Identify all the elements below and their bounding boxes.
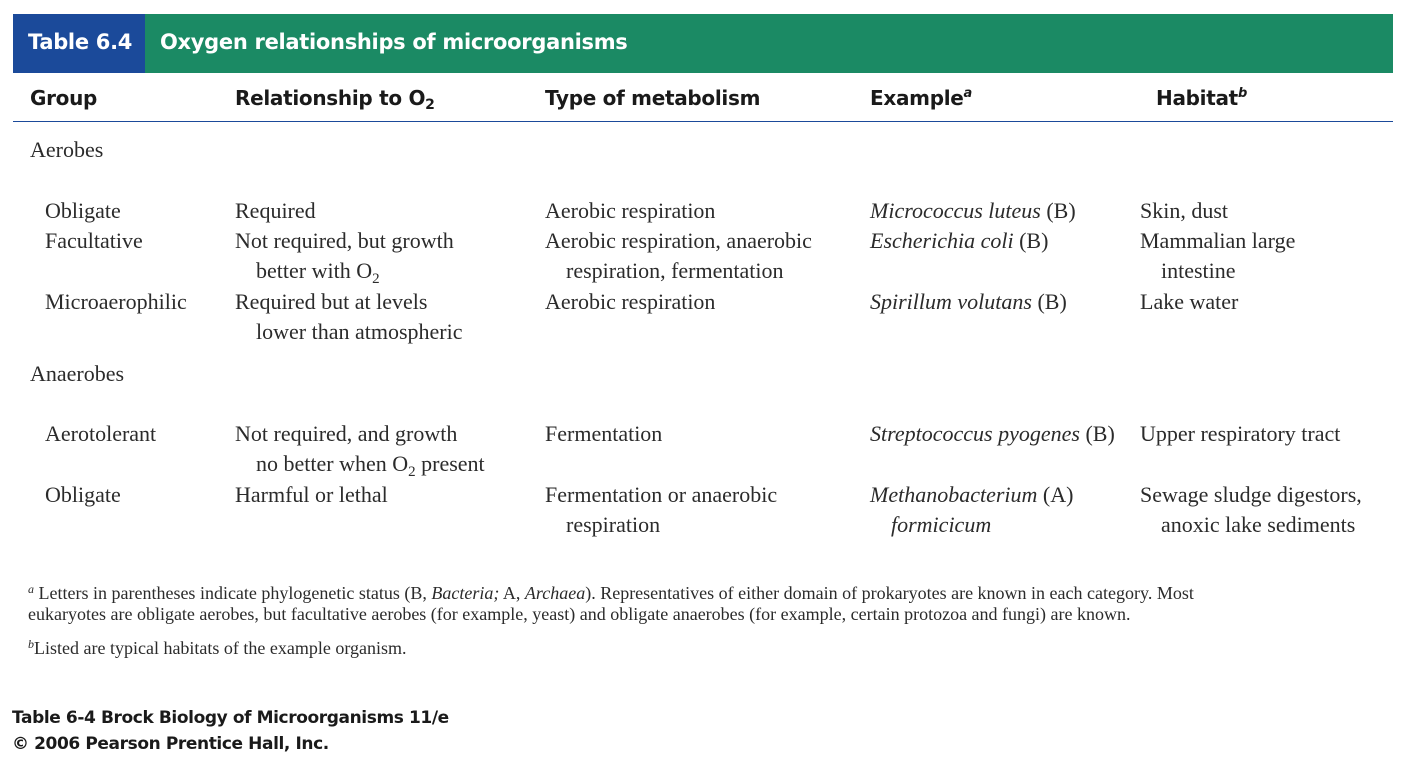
cell-group: Aerotolerant	[45, 421, 157, 446]
credit-line-2: © 2006 Pearson Prentice Hall, Inc.	[12, 734, 329, 754]
cell-group: Facultative	[45, 228, 143, 253]
col-header-example: Example$^a$	[870, 86, 973, 110]
header-divider	[13, 121, 1393, 122]
table-title: Oxygen relationships of microorganisms	[160, 30, 628, 54]
cell-metabolism: Fermentation or anaerobic respiration	[545, 482, 778, 537]
cell-metabolism: Aerobic respiration	[545, 289, 716, 314]
col-header-group: Group	[30, 86, 98, 110]
section-heading-anaerobes: Anaerobes	[30, 361, 125, 386]
cell-relationship: Not required, and growth no better when $O_2$ present	[235, 421, 485, 480]
cell-habitat: Lake water	[1140, 289, 1239, 314]
cell-group: Obligate	[45, 198, 121, 223]
cell-example: Streptococcus pyogenes (B)	[870, 421, 1115, 446]
cell-relationship: Harmful or lethal	[235, 482, 388, 507]
cell-example: Escherichia coli (B)	[870, 228, 1049, 253]
cell-metabolism: Aerobic respiration	[545, 198, 716, 223]
cell-habitat: Upper respiratory tract	[1140, 421, 1341, 446]
cell-metabolism: Fermentation	[545, 421, 663, 446]
cell-habitat: Skin, dust	[1140, 198, 1229, 223]
cell-habitat: Sewage sludge digestors, anoxic lake sediments	[1140, 482, 1362, 537]
cell-group: Microaerophilic	[45, 289, 187, 314]
col-header-metabolism: Type of metabolism	[545, 86, 761, 110]
footnote-a-continued: eukaryotes are obligate aerobes, but facultative aerobes (for example, yeast) and obligate anaerobes (for example, certain protozoa and fungi) are known.	[28, 604, 1131, 624]
cell-example: Micrococcus luteus (B)	[870, 198, 1076, 223]
cell-relationship: Required but at levels lower than atmospheric	[235, 289, 463, 344]
cell-relationship: Required	[235, 198, 316, 223]
credit-line-1: Table 6-4 Brock Biology of Microorganisms 11/e	[12, 708, 449, 728]
table-title-banner	[13, 14, 1393, 73]
footnote-a: $^a$ Letters in parentheses indicate phylogenetic status (B, Bacteria; A, Archaea). Representatives of either domain of prokaryotes are known in each category. Most	[28, 582, 1194, 603]
footnote-b: $^b$Listed are typical habitats of the example organism.	[28, 637, 407, 658]
cell-relationship: Not required, but growth better with $O_2$	[235, 228, 454, 287]
cell-example: Spirillum volutans (B)	[870, 289, 1067, 314]
section-heading-aerobes: Aerobes	[30, 137, 104, 162]
col-header-habitat: Habitat$^b$	[1156, 86, 1247, 110]
cell-habitat: Mammalian large intestine	[1140, 228, 1296, 283]
cell-example: Methanobacterium (A) formicicum	[870, 482, 1074, 537]
table-label: Table 6.4	[28, 30, 133, 54]
col-header-relationship: Relationship to $O_2$	[235, 86, 435, 113]
cell-group: Obligate	[45, 482, 121, 507]
cell-metabolism: Aerobic respiration, anaerobic respiration, fermentation	[545, 228, 812, 283]
